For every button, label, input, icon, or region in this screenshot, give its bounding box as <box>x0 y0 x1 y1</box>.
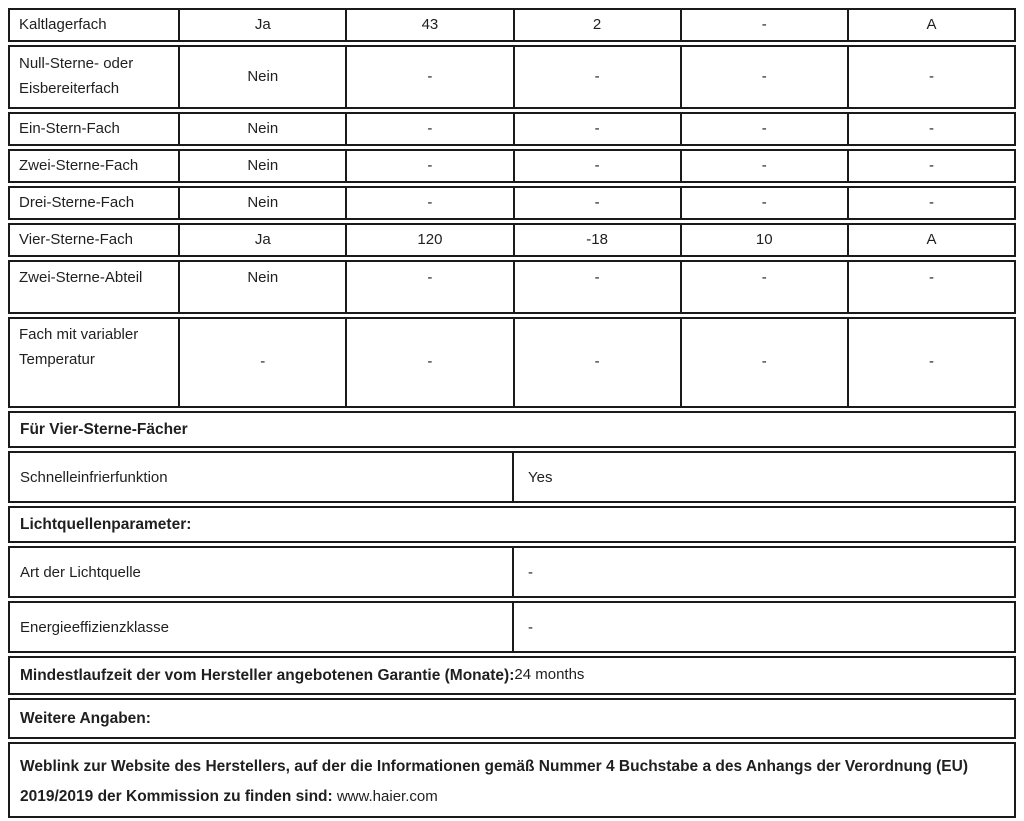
section-header-label: Für Vier-Sterne-Fächer <box>20 420 188 438</box>
row-label: Ein-Stern-Fach <box>19 119 120 137</box>
weblink-line <box>10 744 1014 816</box>
row-label: Null-Sterne- oder Eisbereiterfach <box>19 55 134 97</box>
table-cell: - <box>680 151 847 181</box>
table-cell: - <box>513 319 680 406</box>
table-cell: Nein <box>178 114 345 144</box>
row-label: Art der Lichtquelle <box>20 563 141 581</box>
row-value: - <box>512 603 1014 651</box>
table-cell: - <box>680 319 847 406</box>
table-cell: - <box>680 114 847 144</box>
table-cell: - <box>345 114 512 144</box>
section-header-label: Weitere Angaben: <box>20 709 151 727</box>
row-label: Energieeffizienzklasse <box>20 618 169 636</box>
table-row-variable-temperatur <box>8 317 1016 408</box>
table-cell: - <box>345 319 512 406</box>
table-cell: - <box>847 114 1014 144</box>
warranty-line <box>10 662 1014 689</box>
row-value: - <box>512 548 1014 596</box>
table-cell: - <box>178 319 345 406</box>
table-cell: 10 <box>680 225 847 255</box>
row-label: Kaltlagerfach <box>19 15 107 33</box>
table-cell: 120 <box>345 225 512 255</box>
table-cell: - <box>847 188 1014 218</box>
table-cell: - <box>847 47 1014 107</box>
row-label: Zwei-Sterne-Fach <box>19 156 139 174</box>
table-cell: - <box>345 47 512 107</box>
row-value: Yes <box>512 453 1014 501</box>
section-header-label: Lichtquellenparameter: <box>20 515 192 533</box>
table-cell: - <box>847 151 1014 181</box>
warranty-label: Mindestlaufzeit der vom Hersteller angebotenen Garantie (Monate): <box>20 666 515 684</box>
row-label: Vier-Sterne-Fach <box>19 230 133 248</box>
table-cell: - <box>680 188 847 218</box>
table-cell: 43 <box>345 10 512 40</box>
table-cell: - <box>513 47 680 107</box>
table-cell: - <box>513 114 680 144</box>
table-row-kaltlagerfach <box>8 8 1016 42</box>
table-row-null-sterne <box>8 45 1016 109</box>
table-cell: - <box>345 262 512 312</box>
table-cell: - <box>513 262 680 312</box>
table-cell: - <box>680 10 847 40</box>
table-cell: - <box>513 151 680 181</box>
table-cell: A <box>847 225 1014 255</box>
row-light-source-type <box>8 546 1016 598</box>
row-label: Zwei-Sterne-Abteil <box>19 269 143 286</box>
table-cell: Ja <box>178 10 345 40</box>
table-row-zwei-sterne <box>8 149 1016 183</box>
row-energy-class <box>8 601 1016 653</box>
table-row-ein-stern <box>8 112 1016 146</box>
table-row-zwei-sterne-abteil <box>8 260 1016 314</box>
row-warranty <box>8 656 1016 695</box>
row-label: Drei-Sterne-Fach <box>19 193 135 211</box>
table-cell: - <box>345 188 512 218</box>
row-fast-freeze <box>8 451 1016 503</box>
table-cell: - <box>680 47 847 107</box>
table-cell: Nein <box>178 262 345 312</box>
table-cell: - <box>847 319 1014 406</box>
table-row-vier-sterne <box>8 223 1016 257</box>
section-header-light-source <box>8 506 1016 543</box>
row-label: Fach mit variabler Temperatur <box>19 326 139 368</box>
manufacturer-url: www.haier.com <box>336 787 438 805</box>
table-cell: 2 <box>513 10 680 40</box>
product-fiche-table <box>8 8 1016 818</box>
row-weblink <box>8 742 1016 818</box>
table-cell: Nein <box>178 47 345 107</box>
table-row-drei-sterne <box>8 186 1016 220</box>
row-label: Schnelleinfrierfunktion <box>20 468 168 486</box>
table-cell: Nein <box>178 151 345 181</box>
table-cell: Nein <box>178 188 345 218</box>
table-cell: -18 <box>513 225 680 255</box>
table-cell: - <box>847 262 1014 312</box>
table-cell: - <box>513 188 680 218</box>
weblink-label: Weblink zur Website des Herstellers, auf der die Informationen gemäß Nummer 4 Buchstabe a des Anhangs der Verordnung (EU) 2019/2019 der Kommission zu finden sind: <box>20 758 969 805</box>
table-cell: - <box>680 262 847 312</box>
table-cell: A <box>847 10 1014 40</box>
table-cell: - <box>345 151 512 181</box>
table-cell: Ja <box>178 225 345 255</box>
section-header-more-info <box>8 698 1016 739</box>
section-header-four-star <box>8 411 1016 448</box>
warranty-value: 24 months <box>514 666 585 684</box>
